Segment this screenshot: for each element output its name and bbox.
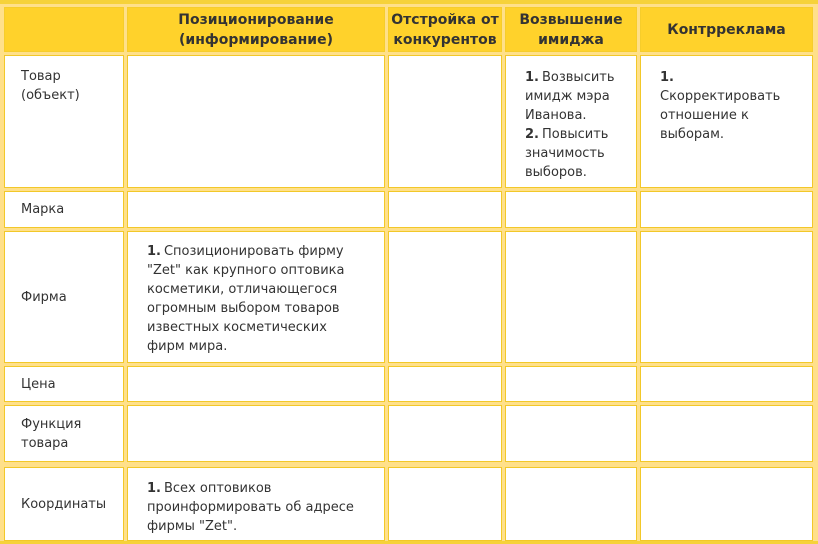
list-number: 1. [147,244,161,259]
row-label-firma-text: Фирма [21,289,67,305]
row-label-firma [4,231,124,363]
row-label-tovar [4,55,124,188]
cell-funkciya-competitors [388,405,502,462]
cell-tovar-image [505,55,637,188]
list-number: 1. [660,70,674,85]
row-label-funkciya [4,405,124,462]
list-text: Возвысить имидж мэра Иванова. [525,70,615,123]
row-label-cena-text: Цена [21,376,56,392]
list-item [147,479,354,536]
row-label-koordinaty-text: Координаты [21,496,107,512]
cell-cena-counter-ad [640,366,813,402]
list-text: Скорректировать отношение к выборам. [660,89,781,142]
list-item [525,68,622,125]
cell-firma-counter-ad [640,231,813,363]
tovar-counter-ad-list [660,68,792,144]
cell-funkciya-counter-ad [640,405,813,462]
list-number: 1. [147,481,161,496]
firma-positioning-list [147,242,366,356]
row-label-koordinaty [4,467,124,541]
list-text: Всех оптовиков проинформировать об адресе фирмы "Zet". [147,481,354,534]
list-text: Повысить значимость выборов. [525,127,609,180]
row-label-marka [4,191,124,228]
cell-funkciya-positioning [127,405,385,462]
cell-cena-image [505,366,637,402]
cell-cena-positioning [127,366,385,402]
list-number: 1. [525,70,539,85]
row-label-marka-text: Марка [21,202,65,217]
header-competitors [388,7,502,52]
header-corner [4,7,124,52]
header-positioning-label: Позиционирование (информирование) [178,11,334,48]
row-label-funkciya-text: Функция товара [21,416,82,451]
cell-marka-counter-ad [640,191,813,228]
header-image [505,7,637,52]
cell-marka-competitors [388,191,502,228]
cell-firma-competitors [388,231,502,363]
cell-tovar-counter-ad [640,55,813,188]
row-label-cena [4,366,124,402]
cell-tovar-positioning [127,55,385,188]
cell-koordinaty-competitors [388,467,502,541]
header-counter-ad [640,7,813,52]
list-text: Спозиционировать фирму "Zet" как крупного оптовика косметики, отличающегося огромным выбором товаров известных косметических фирм мира. [147,244,345,354]
cell-koordinaty-counter-ad [640,467,813,541]
cell-koordinaty-positioning [127,467,385,541]
tovar-image-list [525,68,622,182]
cell-marka-image [505,191,637,228]
list-number: 2. [525,127,539,142]
cell-firma-image [505,231,637,363]
list-item [147,242,366,356]
list-item [525,125,622,182]
cell-tovar-competitors [388,55,502,188]
header-competitors-label: Отстройка от конкурентов [391,11,499,48]
header-positioning [127,7,385,52]
koordinaty-positioning-list [147,479,354,536]
row-label-tovar-text: Товар (объект) [21,69,80,103]
cell-cena-competitors [388,366,502,402]
cell-funkciya-image [505,405,637,462]
cell-firma-positioning [127,231,385,363]
cell-marka-positioning [127,191,385,228]
cell-koordinaty-image [505,467,637,541]
header-image-label: Возвышение имиджа [519,11,623,48]
list-item [660,68,792,144]
header-counter-ad-label: Контрреклама [667,21,786,38]
